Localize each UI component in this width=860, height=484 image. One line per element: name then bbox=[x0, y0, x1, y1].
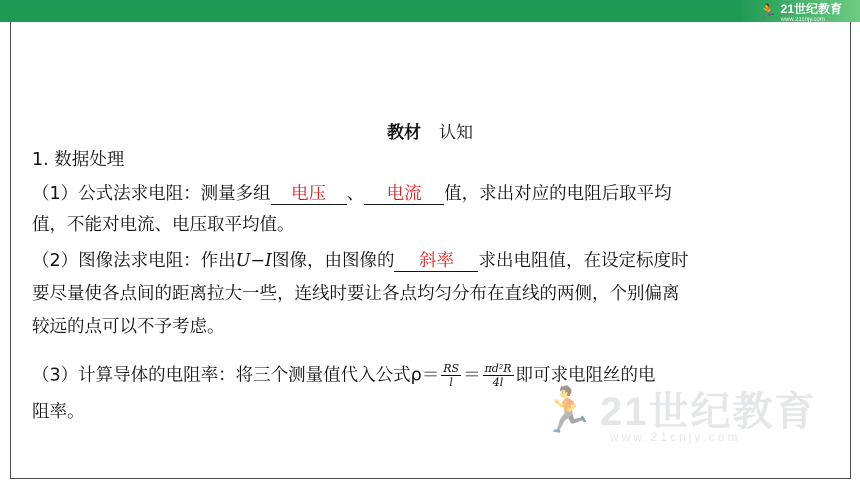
paragraph-3-line-2: 阻率。 bbox=[32, 402, 85, 422]
math-u-i: U−I bbox=[235, 251, 272, 271]
answer-blank-current: 电流 bbox=[364, 184, 444, 205]
answer-blank-voltage: 电压 bbox=[271, 184, 347, 205]
watermark-text: 21世纪教育 bbox=[600, 390, 817, 434]
watermark-runner-icon: 🏃 bbox=[540, 386, 595, 435]
paragraph-3-line-1: （3）计算导体的电阻率：将三个测量值代入公式ρ＝ $\frac{RS}{l}$ ＝ $\frac{\text{πd²R}}{4l}$ 即可求电阻丝的电 bbox=[32, 362, 656, 389]
section-heading bbox=[0, 118, 860, 143]
heading-part2: 认知 bbox=[439, 123, 473, 143]
logo-site: www.21cnjy.com bbox=[780, 16, 825, 23]
paragraph-1-line-1: （1）公式法求电阻：测量多组 电压 、 电流 值，求出对应的电阻后取平均 bbox=[32, 184, 672, 204]
paragraph-2-line-1: （2）图像法求电阻：作出U−I图像，由图像的 斜率 求出电阻值，在设定标度时 bbox=[32, 251, 689, 271]
section-title: 1. 数据处理 bbox=[32, 150, 125, 170]
heading-part1: 教材 bbox=[387, 123, 421, 143]
logo-text: 21世纪教育 bbox=[780, 1, 842, 16]
paragraph-2-line-3: 较远的点可以不予考虑。 bbox=[32, 317, 225, 337]
watermark-logo bbox=[540, 380, 840, 450]
fraction-rs-over-l: $\frac{RS}{l}$ bbox=[443, 362, 460, 389]
answer-blank-slope: 斜率 bbox=[394, 251, 478, 272]
paragraph-1-line-2: 值，不能对电流、电压取平均值。 bbox=[32, 215, 295, 235]
top-bar bbox=[0, 0, 860, 22]
paragraph-2-line-2: 要尽量使各点间的距离拉大一些，连线时要让各点均匀分布在直线的两侧，个别偏离 bbox=[32, 284, 680, 304]
watermark-site: www.21cnjy.com bbox=[610, 430, 741, 444]
brand-logo bbox=[759, 1, 842, 23]
fraction-pi-d2-r-over-4l: $\frac{\text{πd²R}}{4l}$ bbox=[484, 362, 512, 389]
runner-icon: 🏃 bbox=[759, 2, 777, 19]
